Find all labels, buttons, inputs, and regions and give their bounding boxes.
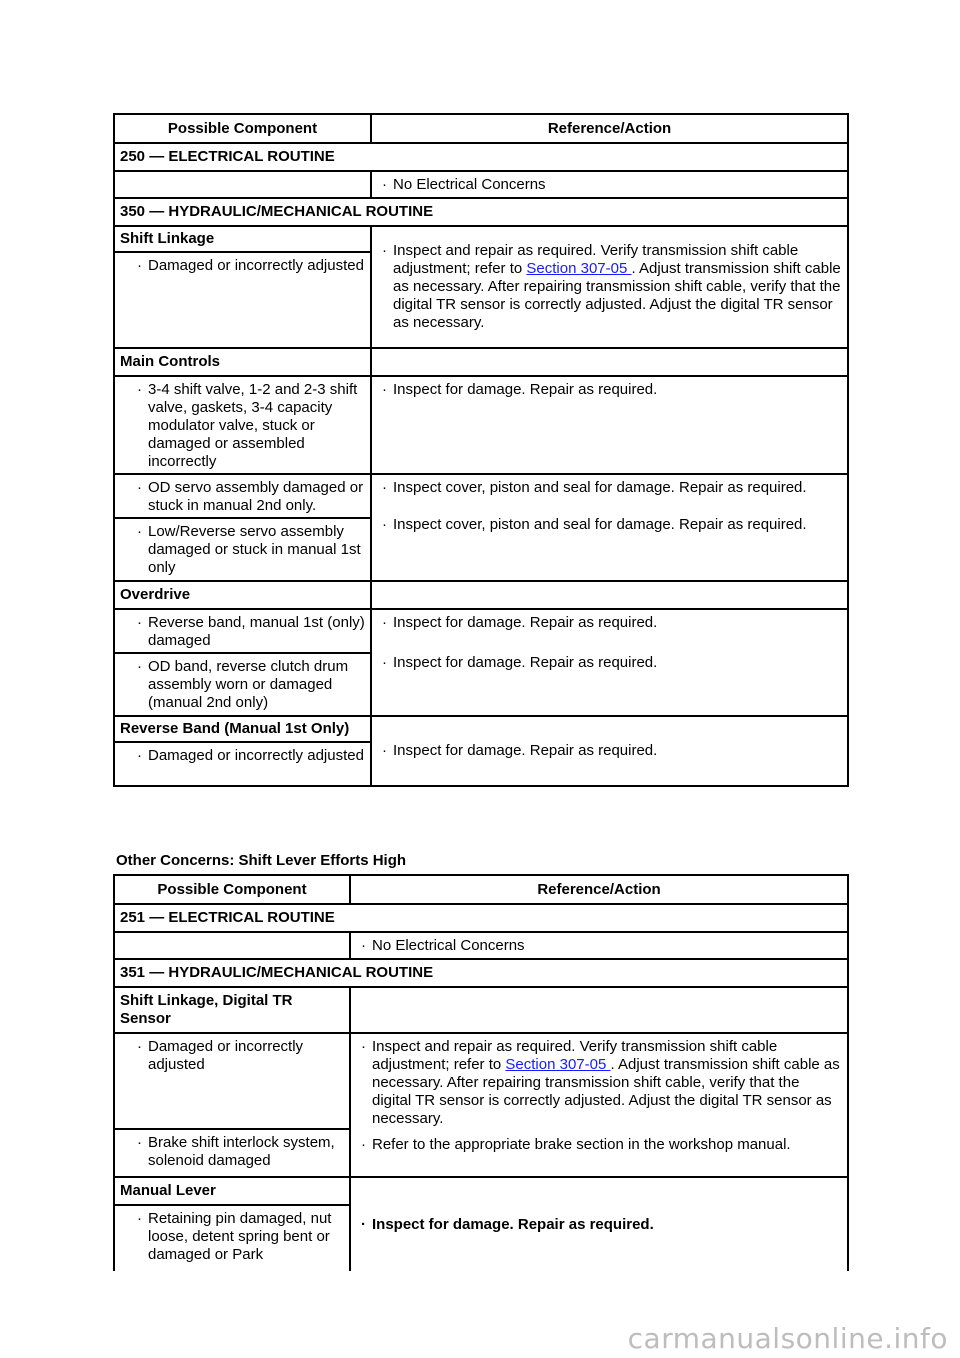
section-row [114,143,848,171]
lr-servo-item: Low/Reverse servo assembly damaged or stuck in manual 1st only [148,523,361,576]
shift-linkage-tr-label: Shift Linkage, Digital TR Sensor [114,987,350,1033]
brake-interlock-item: Brake shift interlock system, solenoid damaged [148,1134,335,1169]
section-350-title: 350 — HYDRAULIC/MECHANICAL ROUTINE [114,198,848,226]
bullet-icon: · [137,381,142,398]
header-possible-component: Possible Component [114,875,350,904]
bullet-icon: · [382,242,387,259]
section-307-05-link[interactable]: Section 307-05 [526,260,632,277]
main-controls-item: 3-4 shift valve, 1-2 and 2-3 shift valve, gaskets, 3-4 capacity modulator valve, stuck or damaged or assembled incorrectly [148,381,358,470]
bullet-icon: · [361,1038,366,1055]
table-row [114,987,848,1033]
od-band-item: OD band, reverse clutch drum assembly worn or damaged (manual 2nd only) [148,658,349,711]
od-band-action: Inspect for damage. Repair as required. [393,654,658,671]
section-351-title: 351 — HYDRAULIC/MECHANICAL ROUTINE [114,959,848,987]
section-row [114,198,848,226]
bullet-icon: · [137,1210,142,1227]
shift-linkage-action: Inspect and repair as required. Verify transmission shift cable adjustment; refer to Section 307-05 . Adjust transmission shift cable as necessary. After repairing transmission shift cable, verify that the digital TR sensor is correctly adjusted. Adjust the digital TR sensor as necessary. [393,242,841,331]
lr-servo-action: Inspect cover, piston and seal for damage. Repair as required. [393,516,807,533]
od-servo-action: Inspect cover, piston and seal for damage. Repair as required. [393,479,807,496]
table-row [114,226,848,252]
header-reference-action: Reference/Action [350,875,848,904]
section-row [114,959,848,987]
bullet-icon: · [382,176,387,193]
main-controls-action: Inspect for damage. Repair as required. [393,381,658,398]
bullet-icon: · [137,523,142,540]
shift-linkage-tr-action: Inspect and repair as required. Verify transmission shift cable adjustment; refer to Section 307-05 . Adjust transmission shift cable as necessary. After repairing transmission shift cable, verify that the digital TR sensor is correctly adjusted. Adjust the digital TR sensor as necessary. [372,1038,840,1127]
diagnosis-table-1 [113,113,849,787]
no-electrical-concerns: No Electrical Concerns [393,176,546,193]
bullet-icon: · [137,747,142,764]
main-controls-label: Main Controls [114,348,371,376]
bullet-icon: · [137,614,142,631]
reverse-band-manual-action: Inspect for damage. Repair as required. [393,614,658,631]
section-row [114,581,848,609]
no-electrical-concerns: No Electrical Concerns [372,937,525,954]
header-reference-action: Reference/Action [371,114,848,143]
section-row [114,904,848,932]
shift-linkage-tr-item: Damaged or incorrectly adjusted [148,1038,304,1073]
table-row [114,474,848,518]
bullet-icon: · [382,614,387,631]
overdrive-label: Overdrive [114,581,371,609]
bullet-icon: · [137,1134,142,1151]
shift-linkage-label: Shift Linkage [114,226,371,252]
bullet-icon: · [382,479,387,496]
bullet-icon: · [361,1136,366,1153]
reverse-band-manual-item: Reverse band, manual 1st (only) damaged [148,614,365,649]
table-row [114,716,848,742]
watermark: carmanualsonline.info [627,1322,948,1355]
manual-lever-item: Retaining pin damaged, nut loose, detent spring bent or damaged or Park [148,1210,332,1263]
table-row [114,932,848,959]
section-row [114,348,848,376]
header-possible-component: Possible Component [114,114,371,143]
manual-lever-label: Manual Lever [114,1177,350,1205]
section-251-title: 251 — ELECTRICAL ROUTINE [114,904,848,932]
shift-linkage-item: Damaged or incorrectly adjusted [148,257,364,274]
od-servo-item: OD servo assembly damaged or stuck in manual 2nd only. [148,479,364,514]
table-row [114,1033,848,1129]
bullet-icon: · [137,1038,142,1055]
table-2-caption: Other Concerns: Shift Lever Efforts High [116,852,407,869]
table-row [114,609,848,653]
manual-lever-action: Inspect for damage. Repair as required. [372,1215,654,1233]
section-row [114,1177,848,1205]
section-307-05-link[interactable]: Section 307-05 [505,1056,611,1073]
reverse-band-item: Damaged or incorrectly adjusted [148,747,364,764]
bullet-icon: · [137,257,142,274]
bullet-icon: · [382,381,387,398]
table-row [114,171,848,198]
brake-interlock-action: Refer to the appropriate brake section in the workshop manual. [372,1136,791,1153]
bullet-icon: · [361,1215,366,1233]
bullet-icon: · [382,654,387,671]
reverse-band-action: Inspect for damage. Repair as required. [393,742,658,759]
bullet-icon: · [361,937,366,954]
table-row [114,376,848,474]
bullet-icon: · [382,516,387,533]
diagnosis-table-2 [113,874,849,1271]
bullet-icon: · [137,658,142,675]
table-header-row [114,114,848,143]
reverse-band-label: Reverse Band (Manual 1st Only) [114,716,371,742]
bullet-icon: · [137,479,142,496]
bullet-icon: · [382,742,387,759]
section-250-title: 250 — ELECTRICAL ROUTINE [114,143,848,171]
table-header-row [114,875,848,904]
